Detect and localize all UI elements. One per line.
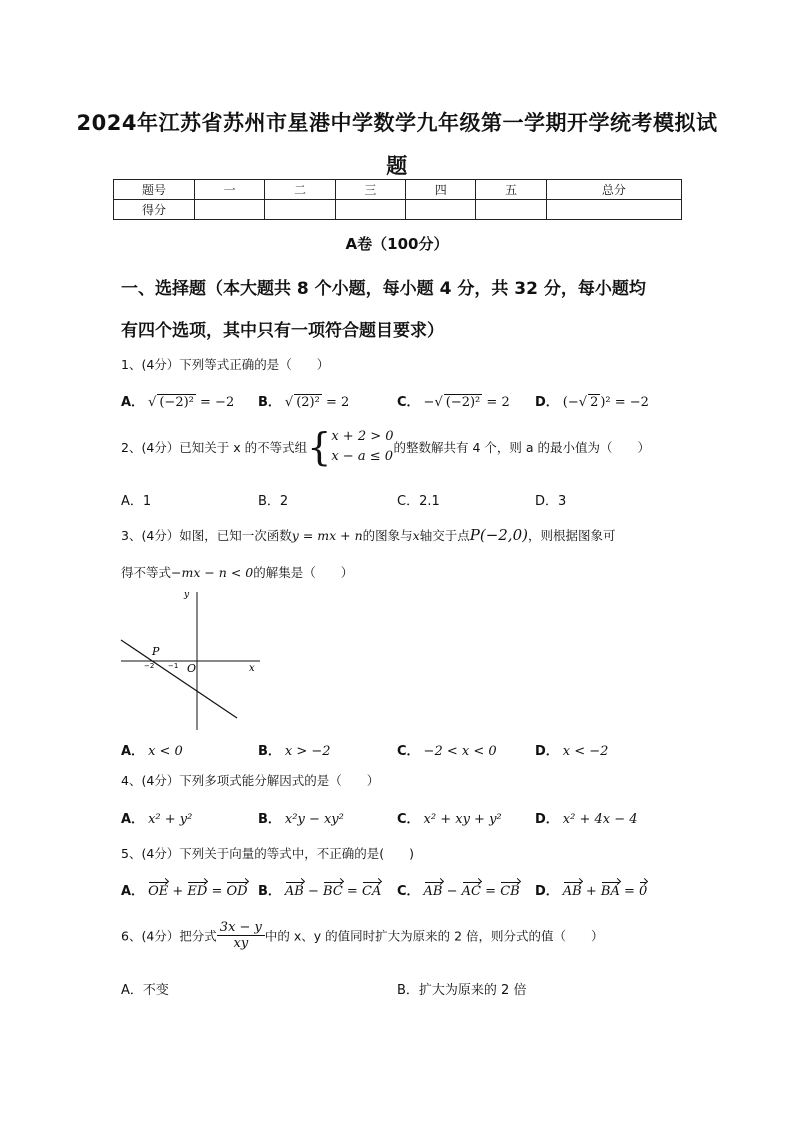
question-3-stem-line2 <box>121 563 353 581</box>
option-value: −2 < x < 0 <box>423 744 497 759</box>
option-label: D． <box>535 884 559 899</box>
vector: AB <box>423 884 443 899</box>
score-header-cell: 三 <box>335 180 405 200</box>
inequality-2: x − a ≤ 0 <box>331 449 393 464</box>
option-label: B． <box>258 744 281 759</box>
score-header-cell: 五 <box>476 180 546 200</box>
question-2-stem-post: 的整数解共有 4 个，则 a 的最小值为（ ） <box>393 440 651 455</box>
question-3-graph <box>118 588 263 733</box>
volume-heading: A卷（100分） <box>345 235 449 253</box>
vector: CA <box>361 884 382 899</box>
option-rest: = 2 <box>321 395 350 410</box>
point-p: P(−2,0) <box>469 526 528 544</box>
stem-text: ，则根据图象可 <box>527 528 616 543</box>
question-5-option-d: D． AB + BA = 0 <box>535 884 648 899</box>
stem-text: 3、(4分）如图，已知一次函数 <box>121 528 292 543</box>
option-value: x² + y² <box>148 812 193 827</box>
radicand: (−2)² <box>445 395 481 410</box>
vector: OE <box>148 884 169 899</box>
tick-label: −2 <box>144 662 155 670</box>
vector: 0 <box>639 884 648 899</box>
score-cell <box>195 200 265 220</box>
option-label: C． <box>397 395 420 410</box>
stem-text: 的图象与 <box>362 528 413 543</box>
question-2-option-a: A．1 <box>121 494 152 509</box>
score-header-cell: 总分 <box>546 180 681 200</box>
brace-icon: { <box>307 425 332 469</box>
radicand: (−2)² <box>159 395 194 410</box>
vector: AB <box>284 884 304 899</box>
vector: CB <box>500 884 520 899</box>
question-3-stem-line1 <box>121 526 616 544</box>
tick-label: −1 <box>168 662 179 670</box>
question-3-option-c <box>397 740 497 759</box>
linear-function: y = mx + n <box>291 528 363 543</box>
question-4-stem: 4、(4分）下列多项式能分解因式的是（ ） <box>121 773 380 788</box>
option-label: B． <box>258 884 281 899</box>
point-p-label: P <box>152 645 160 658</box>
option-value: x²y − xy² <box>284 812 344 827</box>
question-3-option-b <box>258 740 331 759</box>
score-cell <box>335 200 405 220</box>
option-label: A． <box>121 744 145 759</box>
score-row-label: 得分 <box>114 200 195 220</box>
option-label: A． <box>121 884 145 899</box>
score-header-cell: 一 <box>195 180 265 200</box>
option-rest: )² = −2 <box>600 395 649 410</box>
option-label: D． <box>535 744 559 759</box>
score-header-cell: 二 <box>265 180 335 200</box>
question-4-option-a <box>121 808 192 827</box>
stem-text: 轴交于点 <box>419 528 470 543</box>
section-heading: 一、选择题（本大题共 8 个小题，每小题 4 分，共 32 分，每小题均 <box>121 279 646 299</box>
stem-text: 的解集是（ ） <box>253 565 354 580</box>
option-value: x² + 4x − 4 <box>562 812 638 827</box>
option-value: x < −2 <box>562 744 609 759</box>
vector: OD <box>226 884 248 899</box>
vector: AC <box>461 884 482 899</box>
score-cell <box>476 200 546 220</box>
question-6-stem-post: 中的 x、y 的值同时扩大为原来的 2 倍，则分式的值（ ） <box>264 928 604 944</box>
option-rest: = 2 <box>482 395 510 410</box>
option-rest: = −2 <box>195 395 235 410</box>
vector: AB <box>562 884 582 899</box>
question-6-option-b: B．扩大为原来的 2 倍 <box>397 983 527 998</box>
question-2-option-c: C．2.1 <box>397 494 440 509</box>
question-2-option-b: B．2 <box>258 494 289 509</box>
score-table-score-row <box>114 200 682 220</box>
vector: BA <box>600 884 620 899</box>
fraction <box>217 920 265 951</box>
option-value: x < 0 <box>148 744 183 759</box>
question-5-option-c: C． AB − AC = CB <box>397 884 520 899</box>
inequality: −mx − n < 0 <box>171 565 254 580</box>
question-1-option-a: A． √ (−2)² = −2 <box>121 395 235 410</box>
option-prefix: (− <box>562 395 579 410</box>
function-line <box>121 640 237 718</box>
radicand: 2 <box>590 395 599 410</box>
question-1-option-c: C． −√ (−2)² = 2 <box>397 395 510 410</box>
option-label: B． <box>258 812 281 827</box>
question-3-option-d <box>535 740 608 759</box>
question-2-option-d: D．3 <box>535 494 567 509</box>
score-table-header-row <box>114 180 682 200</box>
page-title-continued: 题 <box>386 154 408 178</box>
inequality-system <box>331 427 393 467</box>
score-header-cell: 题号 <box>114 180 195 200</box>
option-label: B． <box>258 395 281 410</box>
question-2-stem <box>121 427 650 467</box>
question-4-option-c <box>397 808 502 827</box>
score-cell <box>406 200 476 220</box>
option-label: D． <box>535 812 559 827</box>
option-prefix: − <box>423 395 435 410</box>
question-6-stem <box>121 920 604 951</box>
option-label: A． <box>121 395 145 410</box>
question-3-option-a <box>121 740 183 759</box>
question-6-stem-pre: 6、(4分）把分式 <box>121 928 217 944</box>
option-label: A． <box>121 812 145 827</box>
question-1-stem: 1、(4分）下列等式正确的是（ ） <box>121 357 330 372</box>
score-table <box>113 179 682 220</box>
radicand: (2)² <box>296 395 320 410</box>
vector: ED <box>187 884 208 899</box>
score-cell <box>265 200 335 220</box>
page-title: 2024年江苏省苏州市星港中学数学九年级第一学期开学统考模拟试 <box>76 111 718 135</box>
origin-label: O <box>187 662 197 675</box>
question-2-stem-pre: 2、(4分）已知关于 x 的不等式组 <box>121 440 308 455</box>
axis-name: x <box>412 528 420 543</box>
fraction-denominator: xy <box>233 936 249 951</box>
question-4-option-b <box>258 808 344 827</box>
question-6-option-a: A．不变 <box>121 983 169 998</box>
stem-text: 得不等式 <box>121 565 172 580</box>
y-axis-label: y <box>184 590 190 600</box>
score-cell <box>546 200 681 220</box>
option-value: x > −2 <box>284 744 331 759</box>
option-label: C． <box>397 744 420 759</box>
question-4-option-d <box>535 808 638 827</box>
question-1-option-d: D． (−√ 2 )² = −2 <box>535 395 649 410</box>
score-header-cell: 四 <box>406 180 476 200</box>
question-5-stem: 5、(4分）下列关于向量的等式中，不正确的是( ) <box>121 846 415 861</box>
question-5-option-b: B． AB − BC = CA <box>258 884 382 899</box>
section-heading-continued: 有四个选项，其中只有一项符合题目要求） <box>121 321 444 341</box>
inequality-1: x + 2 > 0 <box>331 429 394 444</box>
vector: BC <box>323 884 343 899</box>
option-label: C． <box>397 812 420 827</box>
option-value: x² + xy + y² <box>423 812 502 827</box>
question-5-option-a: A． OE + ED = OD <box>121 884 248 899</box>
fraction-numerator: 3x − y <box>217 920 265 936</box>
option-label: D． <box>535 395 559 410</box>
option-label: C． <box>397 884 420 899</box>
x-axis-label: x <box>249 663 255 674</box>
question-1-option-b: B． √ (2)² = 2 <box>258 395 350 410</box>
